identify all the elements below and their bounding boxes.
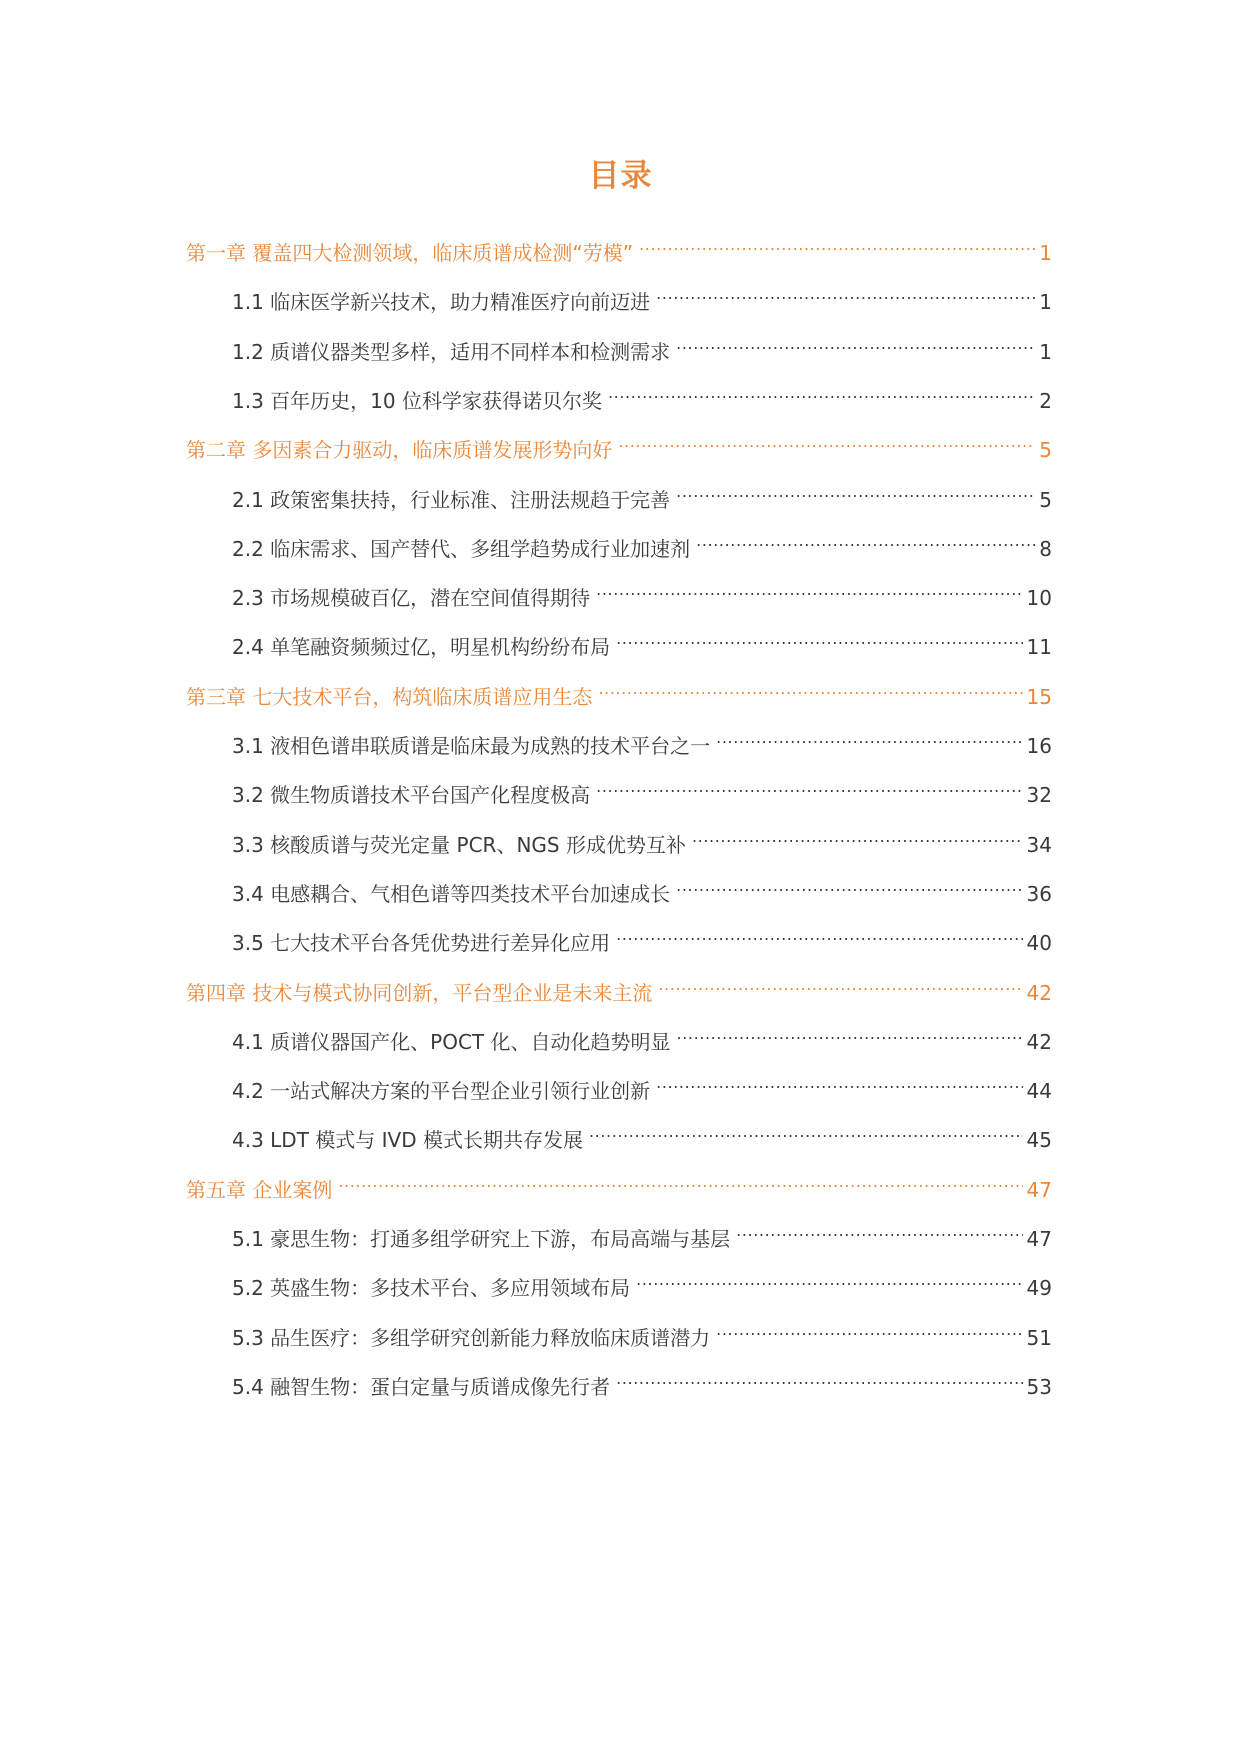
toc-entry-label: 第五章 企业案例 (186, 1178, 333, 1202)
toc-page-number: 34 (1026, 833, 1052, 857)
toc-page-number: 15 (1026, 685, 1052, 709)
toc-dot-leader (616, 920, 1022, 950)
toc-chapter-entry[interactable] (186, 1167, 1052, 1202)
toc-entry-label: 3.4 电感耦合、气相色谱等四类技术平台加速成长 (232, 882, 671, 906)
toc-chapter-entry[interactable] (186, 230, 1052, 265)
toc-entry-label: 3.1 液相色谱串联质谱是临床最为成熟的技术平台之一 (232, 734, 711, 758)
toc-section-entry[interactable] (232, 1068, 1052, 1103)
toc-page-number: 16 (1026, 734, 1052, 758)
toc-entry-label: 4.1 质谱仪器国产化、POCT 化、自动化趋势明显 (232, 1030, 671, 1054)
toc-dot-leader (596, 772, 1022, 802)
toc-dot-leader (639, 230, 1035, 260)
toc-entry-label: 第二章 多因素合力驱动，临床质谱发展形势向好 (186, 438, 613, 462)
toc-dot-leader (598, 674, 1022, 704)
toc-dot-leader (676, 477, 1035, 507)
toc-page-number: 36 (1026, 882, 1052, 906)
toc-section-entry[interactable] (232, 723, 1052, 758)
toc-section-entry[interactable] (232, 624, 1052, 659)
toc-dot-leader (658, 970, 1022, 1000)
toc-dot-leader (676, 871, 1022, 901)
toc-dot-leader (608, 378, 1035, 408)
toc-page-number: 51 (1026, 1326, 1052, 1350)
toc-page-number: 32 (1026, 783, 1052, 807)
toc-page-number: 5 (1039, 488, 1052, 512)
toc-entry-label: 3.3 核酸质谱与荧光定量 PCR、NGS 形成优势互补 (232, 833, 686, 857)
toc-section-entry[interactable] (232, 1364, 1052, 1399)
toc-entry-label: 第四章 技术与模式协同创新，平台型企业是未来主流 (186, 981, 653, 1005)
toc-page-number: 49 (1026, 1276, 1052, 1300)
toc-chapter-entry[interactable] (186, 674, 1052, 709)
toc-page-number: 2 (1039, 389, 1052, 413)
toc-section-entry[interactable] (232, 772, 1052, 807)
toc-entry-label: 第一章 覆盖四大检测领域，临床质谱成检测“劳模” (186, 241, 634, 265)
toc-dot-leader (692, 822, 1023, 852)
toc-section-entry[interactable] (232, 279, 1052, 314)
toc-entry-label: 1.1 临床医学新兴技术，助力精准医疗向前迈进 (232, 290, 651, 314)
toc-dot-leader (596, 575, 1022, 605)
toc-section-entry[interactable] (232, 378, 1052, 413)
toc-dot-leader (677, 1019, 1023, 1049)
toc-dot-leader (616, 624, 1022, 654)
toc-entry-label: 3.5 七大技术平台各凭优势进行差异化应用 (232, 931, 611, 955)
toc-entry-label: 4.2 一站式解决方案的平台型企业引领行业创新 (232, 1079, 651, 1103)
toc-page-number: 10 (1026, 586, 1052, 610)
toc-entry-label: 2.3 市场规模破百亿，潜在空间值得期待 (232, 586, 591, 610)
toc-title: 目录 (588, 158, 653, 194)
toc-page-number: 8 (1039, 537, 1052, 561)
toc-section-entry[interactable] (232, 1315, 1052, 1350)
toc-section-entry[interactable] (232, 1019, 1052, 1054)
toc-page-number: 44 (1026, 1079, 1052, 1103)
toc-section-entry[interactable] (232, 329, 1052, 364)
toc-page-number: 11 (1026, 635, 1052, 659)
toc-page-number: 1 (1039, 340, 1052, 364)
toc-dot-leader (716, 1315, 1022, 1345)
toc-section-entry[interactable] (232, 1265, 1052, 1300)
toc-entry-label: 2.2 临床需求、国产替代、多组学趋势成行业加速剂 (232, 537, 691, 561)
toc-section-entry[interactable] (232, 1117, 1052, 1152)
toc-dot-leader (736, 1216, 1022, 1246)
toc-chapter-entry[interactable] (186, 970, 1052, 1005)
toc-entry-label: 5.1 豪思生物：打通多组学研究上下游，布局高端与基层 (232, 1227, 731, 1251)
toc-dot-leader (676, 329, 1035, 359)
toc-dot-leader (636, 1265, 1022, 1295)
toc-page-number: 5 (1039, 438, 1052, 462)
toc-entry-label: 1.2 质谱仪器类型多样，适用不同样本和检测需求 (232, 340, 671, 364)
toc-page-number: 42 (1026, 981, 1052, 1005)
toc-entry-label: 2.1 政策密集扶持，行业标准、注册法规趋于完善 (232, 488, 671, 512)
toc-section-entry[interactable] (232, 822, 1052, 857)
toc-dot-leader (589, 1117, 1023, 1147)
toc-page-number: 47 (1026, 1178, 1052, 1202)
toc-section-entry[interactable] (232, 871, 1052, 906)
toc-dot-leader (618, 427, 1035, 457)
toc-page-number: 47 (1026, 1227, 1052, 1251)
toc-page-number: 1 (1039, 290, 1052, 314)
toc-section-entry[interactable] (232, 1216, 1052, 1251)
toc-dot-leader (656, 1068, 1022, 1098)
toc-entry-label: 3.2 微生物质谱技术平台国产化程度极高 (232, 783, 591, 807)
toc-entry-label: 第三章 七大技术平台，构筑临床质谱应用生态 (186, 685, 593, 709)
toc-section-entry[interactable] (232, 575, 1052, 610)
toc-dot-leader (338, 1167, 1022, 1197)
toc-dot-leader (616, 1364, 1022, 1394)
toc-entry-label: 2.4 单笔融资频频过亿，明星机构纷纷布局 (232, 635, 611, 659)
toc-dot-leader (716, 723, 1022, 753)
toc-entry-label: 5.4 融智生物：蛋白定量与质谱成像先行者 (232, 1375, 611, 1399)
toc-page-number: 53 (1026, 1375, 1052, 1399)
toc-dot-leader (696, 526, 1035, 556)
toc-entry-label: 1.3 百年历史，10 位科学家获得诺贝尔奖 (232, 389, 602, 413)
toc-page-number: 42 (1026, 1030, 1052, 1054)
toc-chapter-entry[interactable] (186, 427, 1052, 462)
toc-section-entry[interactable] (232, 526, 1052, 561)
toc-page-number: 1 (1039, 241, 1052, 265)
toc-entry-label: 5.2 英盛生物：多技术平台、多应用领域布局 (232, 1276, 631, 1300)
toc-entry-label: 4.3 LDT 模式与 IVD 模式长期共存发展 (232, 1128, 583, 1152)
toc-dot-leader (656, 279, 1035, 309)
toc-entry-label: 5.3 品生医疗：多组学研究创新能力释放临床质谱潜力 (232, 1326, 711, 1350)
toc-section-entry[interactable] (232, 477, 1052, 512)
toc-page-number: 40 (1026, 931, 1052, 955)
toc-section-entry[interactable] (232, 920, 1052, 955)
toc-page-number: 45 (1026, 1128, 1052, 1152)
